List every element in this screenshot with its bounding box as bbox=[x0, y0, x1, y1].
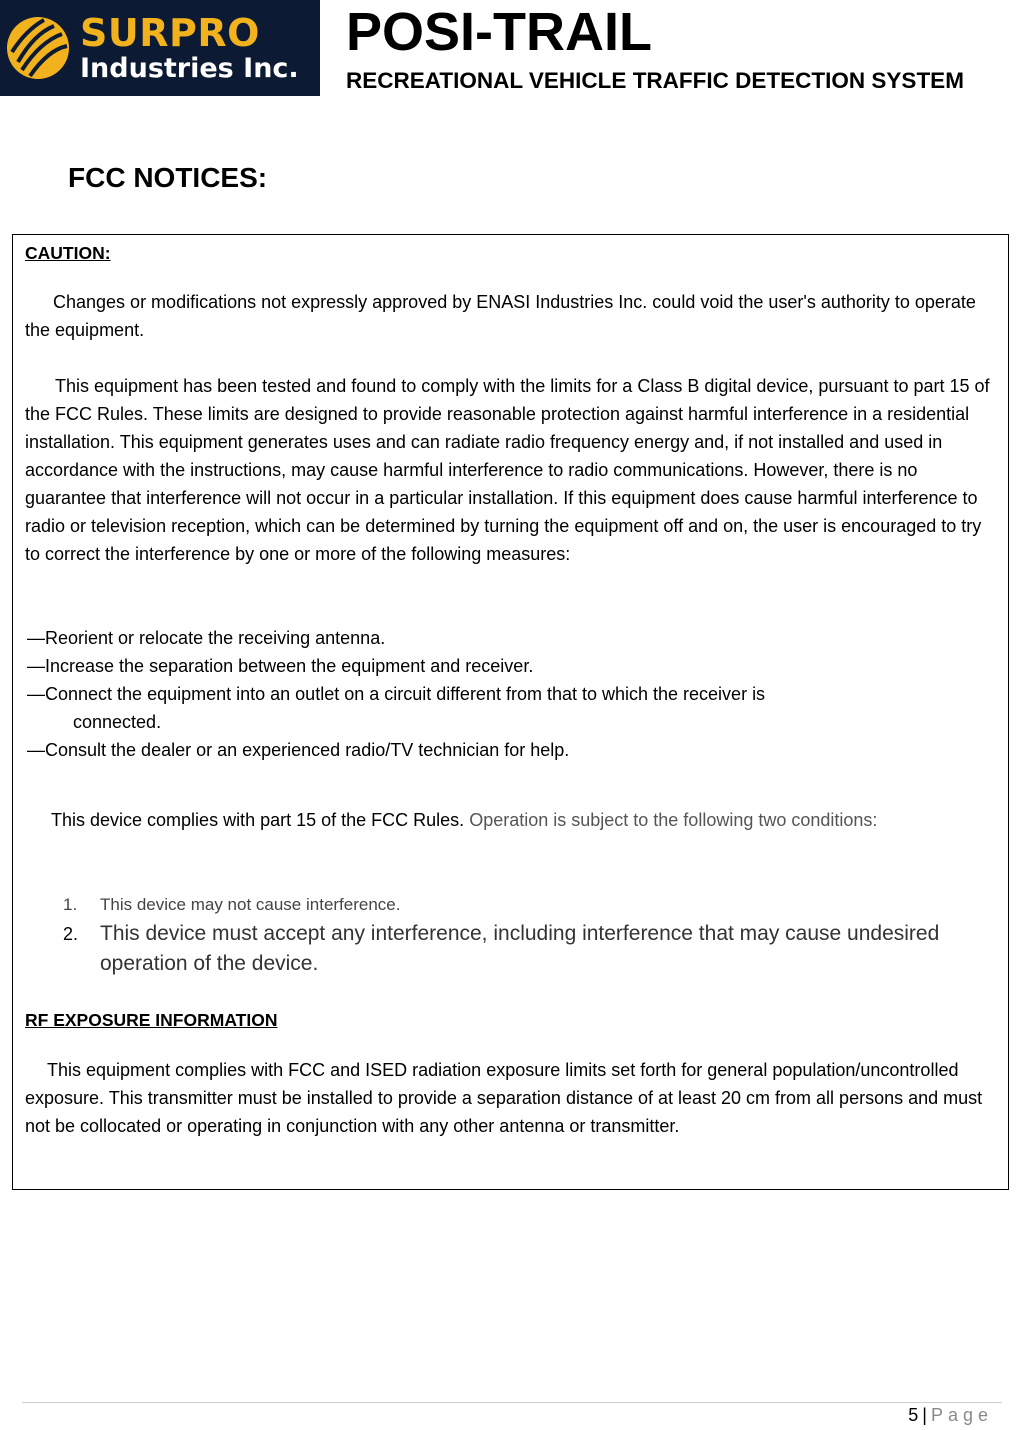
caution-paragraph: Changes or modifications not expressly approved by ENASI Industries Inc. could void the user's authority to operate the equipment. bbox=[25, 292, 976, 340]
part15-rest: Operation is subject to the following two conditions: bbox=[469, 810, 878, 830]
list-item: —Reorient or relocate the receiving antenna. bbox=[27, 628, 386, 648]
surpro-sphere-logo-icon bbox=[4, 14, 72, 82]
list-item: —Consult the dealer or an experienced radio/TV technician for help. bbox=[27, 740, 570, 760]
list-item bbox=[27, 680, 1000, 736]
footer-divider bbox=[22, 1402, 1002, 1403]
condition-text: This device may not cause interference. bbox=[100, 895, 401, 914]
condition-number: 2. bbox=[63, 924, 79, 944]
page-footer bbox=[908, 1405, 993, 1426]
measure-text: —Connect the equipment into an outlet on a circuit different from that to which the receiver is bbox=[27, 684, 766, 704]
part15-paragraph bbox=[25, 806, 1000, 834]
conditions-list bbox=[63, 891, 948, 979]
rf-exposure-label: RF EXPOSURE INFORMATION bbox=[25, 1010, 278, 1030]
page-label: Page bbox=[930, 1405, 993, 1425]
rf-exposure-paragraph: This equipment complies with FCC and ISED radiation exposure limits set forth for general population/uncontrolled exposure. This transmitter must be installed to provide a separation distance of at least 20 cm from all persons and must not be collocated or operating in conjunction with any other antenna or transmitter. bbox=[25, 1060, 983, 1136]
product-subtitle: RECREATIONAL VEHICLE TRAFFIC DETECTION SYSTEM bbox=[346, 68, 964, 93]
page-number: 5 bbox=[908, 1405, 919, 1425]
logo-line1: SURPRO bbox=[80, 11, 260, 55]
caution-label: CAUTION: bbox=[25, 243, 111, 263]
footer-separator: | bbox=[922, 1405, 927, 1425]
interference-measures-list bbox=[27, 624, 1000, 764]
page-heading: FCC NOTICES: bbox=[68, 162, 268, 193]
product-title: POSI-TRAIL bbox=[346, 2, 652, 62]
measure-continued: connected. bbox=[73, 712, 162, 732]
class-b-paragraph: This equipment has been tested and found to comply with the limits for a Class B digital device, pursuant to part 15 of the FCC Rules. These limits are designed to provide reasonable protection against harmful interference in a residential installation. This equipment generates uses and can radiate radio frequency energy and, if not installed and used in accordance with the instructions, may cause harmful interference to radio communications. However, there is no guarantee that interference will not occur in a particular installation. If this equipment does cause harmful interference to radio or television reception, which can be determined by turning the equipment off and on, the user is encouraged to try to correct the interference by one or more of the following measures: bbox=[25, 376, 990, 564]
logo-wordmark bbox=[80, 11, 299, 84]
condition-text: This device must accept any interference, including interference that may cause undesired operation of the device. bbox=[100, 922, 940, 975]
list-item bbox=[63, 919, 948, 979]
company-logo bbox=[0, 0, 320, 96]
fcc-notice-box bbox=[12, 234, 1009, 1190]
logo-line2: Industries Inc. bbox=[80, 53, 299, 84]
list-item bbox=[63, 891, 948, 919]
list-item: —Increase the separation between the equipment and receiver. bbox=[27, 656, 534, 676]
condition-number: 1. bbox=[63, 895, 78, 914]
part15-lead: This device complies with part 15 of the FCC Rules. bbox=[51, 810, 465, 830]
